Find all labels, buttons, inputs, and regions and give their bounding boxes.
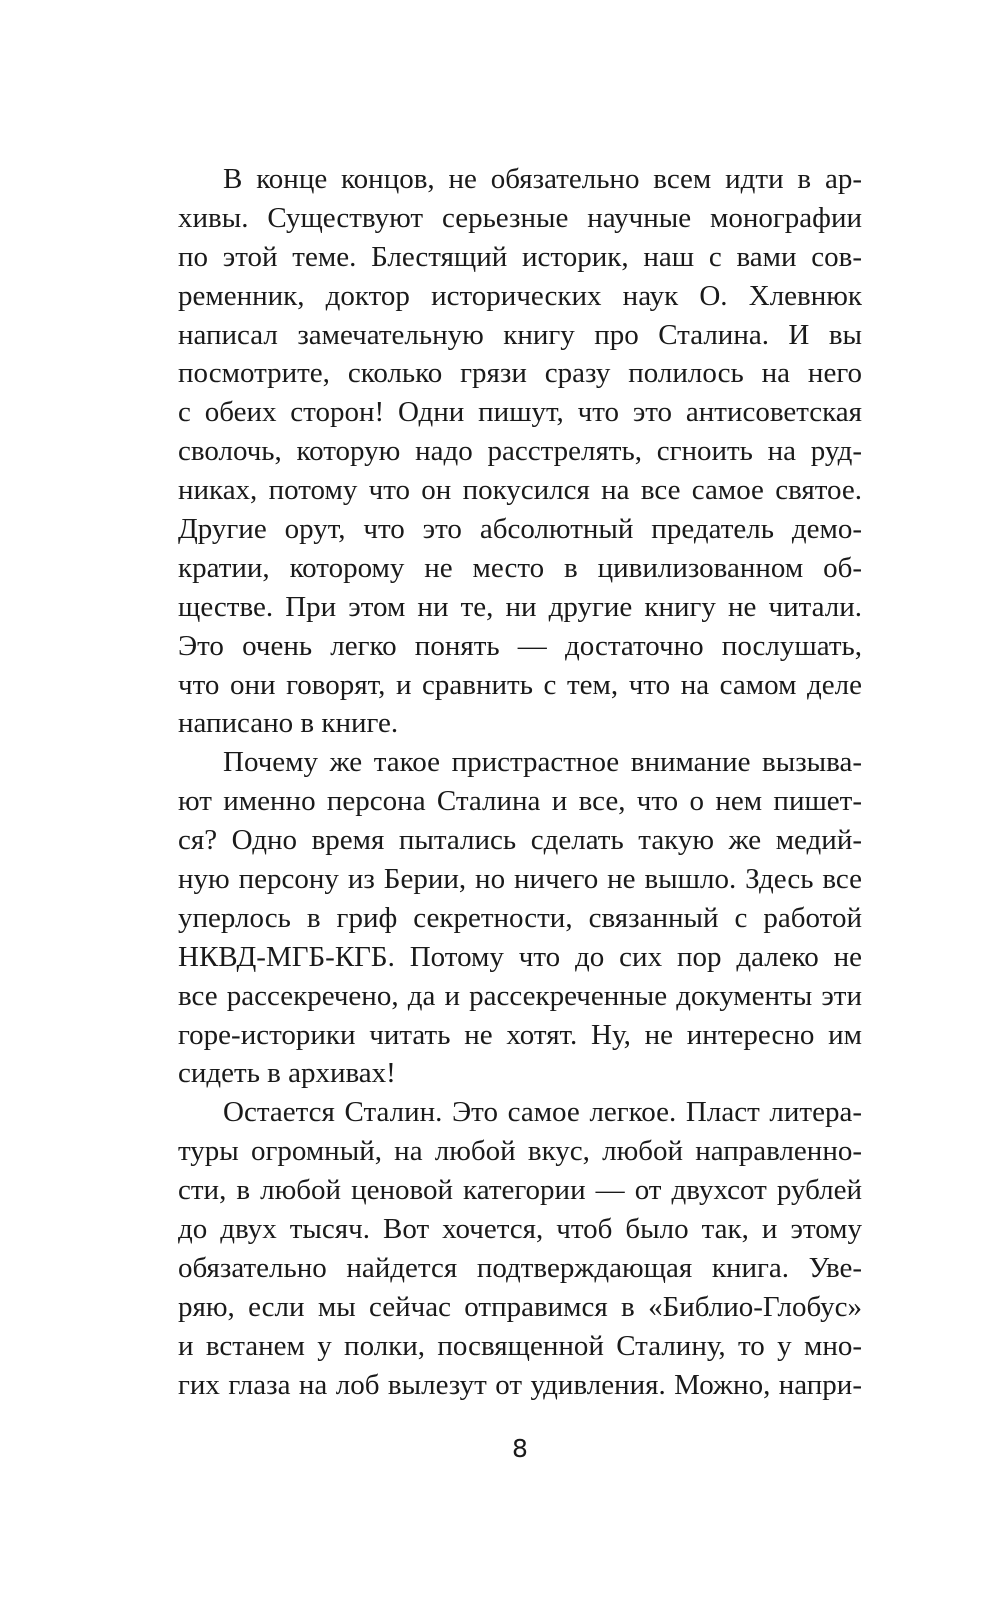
text-line: написал замечательную книгу про Сталина. И вы [178,318,862,351]
text-line: никах, потому что он покусился на все самое святое. [178,474,862,507]
text-line: ся? Одно время пытались сделать такую же медий- [178,824,862,857]
text-line: сидеть в архивах! [178,1057,396,1090]
text-line: кратии, которому не место в цивилизованном об- [178,551,862,584]
text-line: все рассекречено, да и рассекреченные документы эти [178,979,862,1012]
text-line: с обеих сторон! Одни пишут, что это антисоветская [178,396,862,429]
text-line: Это очень легко понять — достаточно послушать, [178,629,862,662]
text-line: уперлось в гриф секретности, связанный с работой [178,901,862,934]
text-line: Почему же такое пристрастное внимание вызыва- [223,746,862,779]
text-line: написано в книге. [178,707,399,740]
page-number: 8 [512,1434,528,1463]
text-line: ную персону из Берии, но ничего не вышло. Здесь все [178,863,862,896]
text-line: В конце концов, не обязательно всем идти в ар- [223,163,862,195]
text-line: посмотрите, сколько грязи сразу полилось на него [178,357,862,390]
text-line: гих глаза на лоб вылезут от удивления. Можно, напри- [178,1368,862,1401]
text-line: ряю, если мы сейчас отправимся в «Библио-Глобус» [178,1290,862,1323]
text-line: горе-историки читать не хотят. Ну, не интересно им [178,1018,862,1051]
text-line: ют именно персона Сталина и все, что о нем пишет- [178,785,862,818]
text-line: ществе. При этом ни те, ни другие книгу не читали. [178,590,862,623]
text-line: ременник, доктор исторических наук О. Хлевнюк [178,279,862,312]
text-line: сволочь, которую надо расстрелять, сгноить на руд- [178,435,862,468]
text-line: и встанем у полки, посвященной Сталину, то у мно- [178,1329,862,1362]
text-line: что они говорят, и сравнить с тем, что на самом деле [178,668,862,701]
text-line: обязательно найдется подтверждающая книга. Уве- [178,1251,862,1284]
body-text [178,160,862,1405]
text-line: хивы. Существуют серьезные научные монографии [178,201,862,234]
text-line: сти, в любой ценовой категории — от двухсот рублей [178,1174,862,1207]
text-line: туры огромный, на любой вкус, любой направленно- [178,1135,862,1168]
text-line: Другие орут, что это абсолютный предатель демо- [178,513,862,546]
text-line: до двух тысяч. Вот хочется, чтоб было так, и этому [178,1213,862,1246]
text-line: НКВД-МГБ-КГБ. Потому что до сих пор далеко не [178,940,862,973]
text-line: Остается Сталин. Это самое легкое. Пласт литера- [223,1096,862,1129]
text-line: по этой теме. Блестящий историк, наш с вами сов- [178,240,862,273]
